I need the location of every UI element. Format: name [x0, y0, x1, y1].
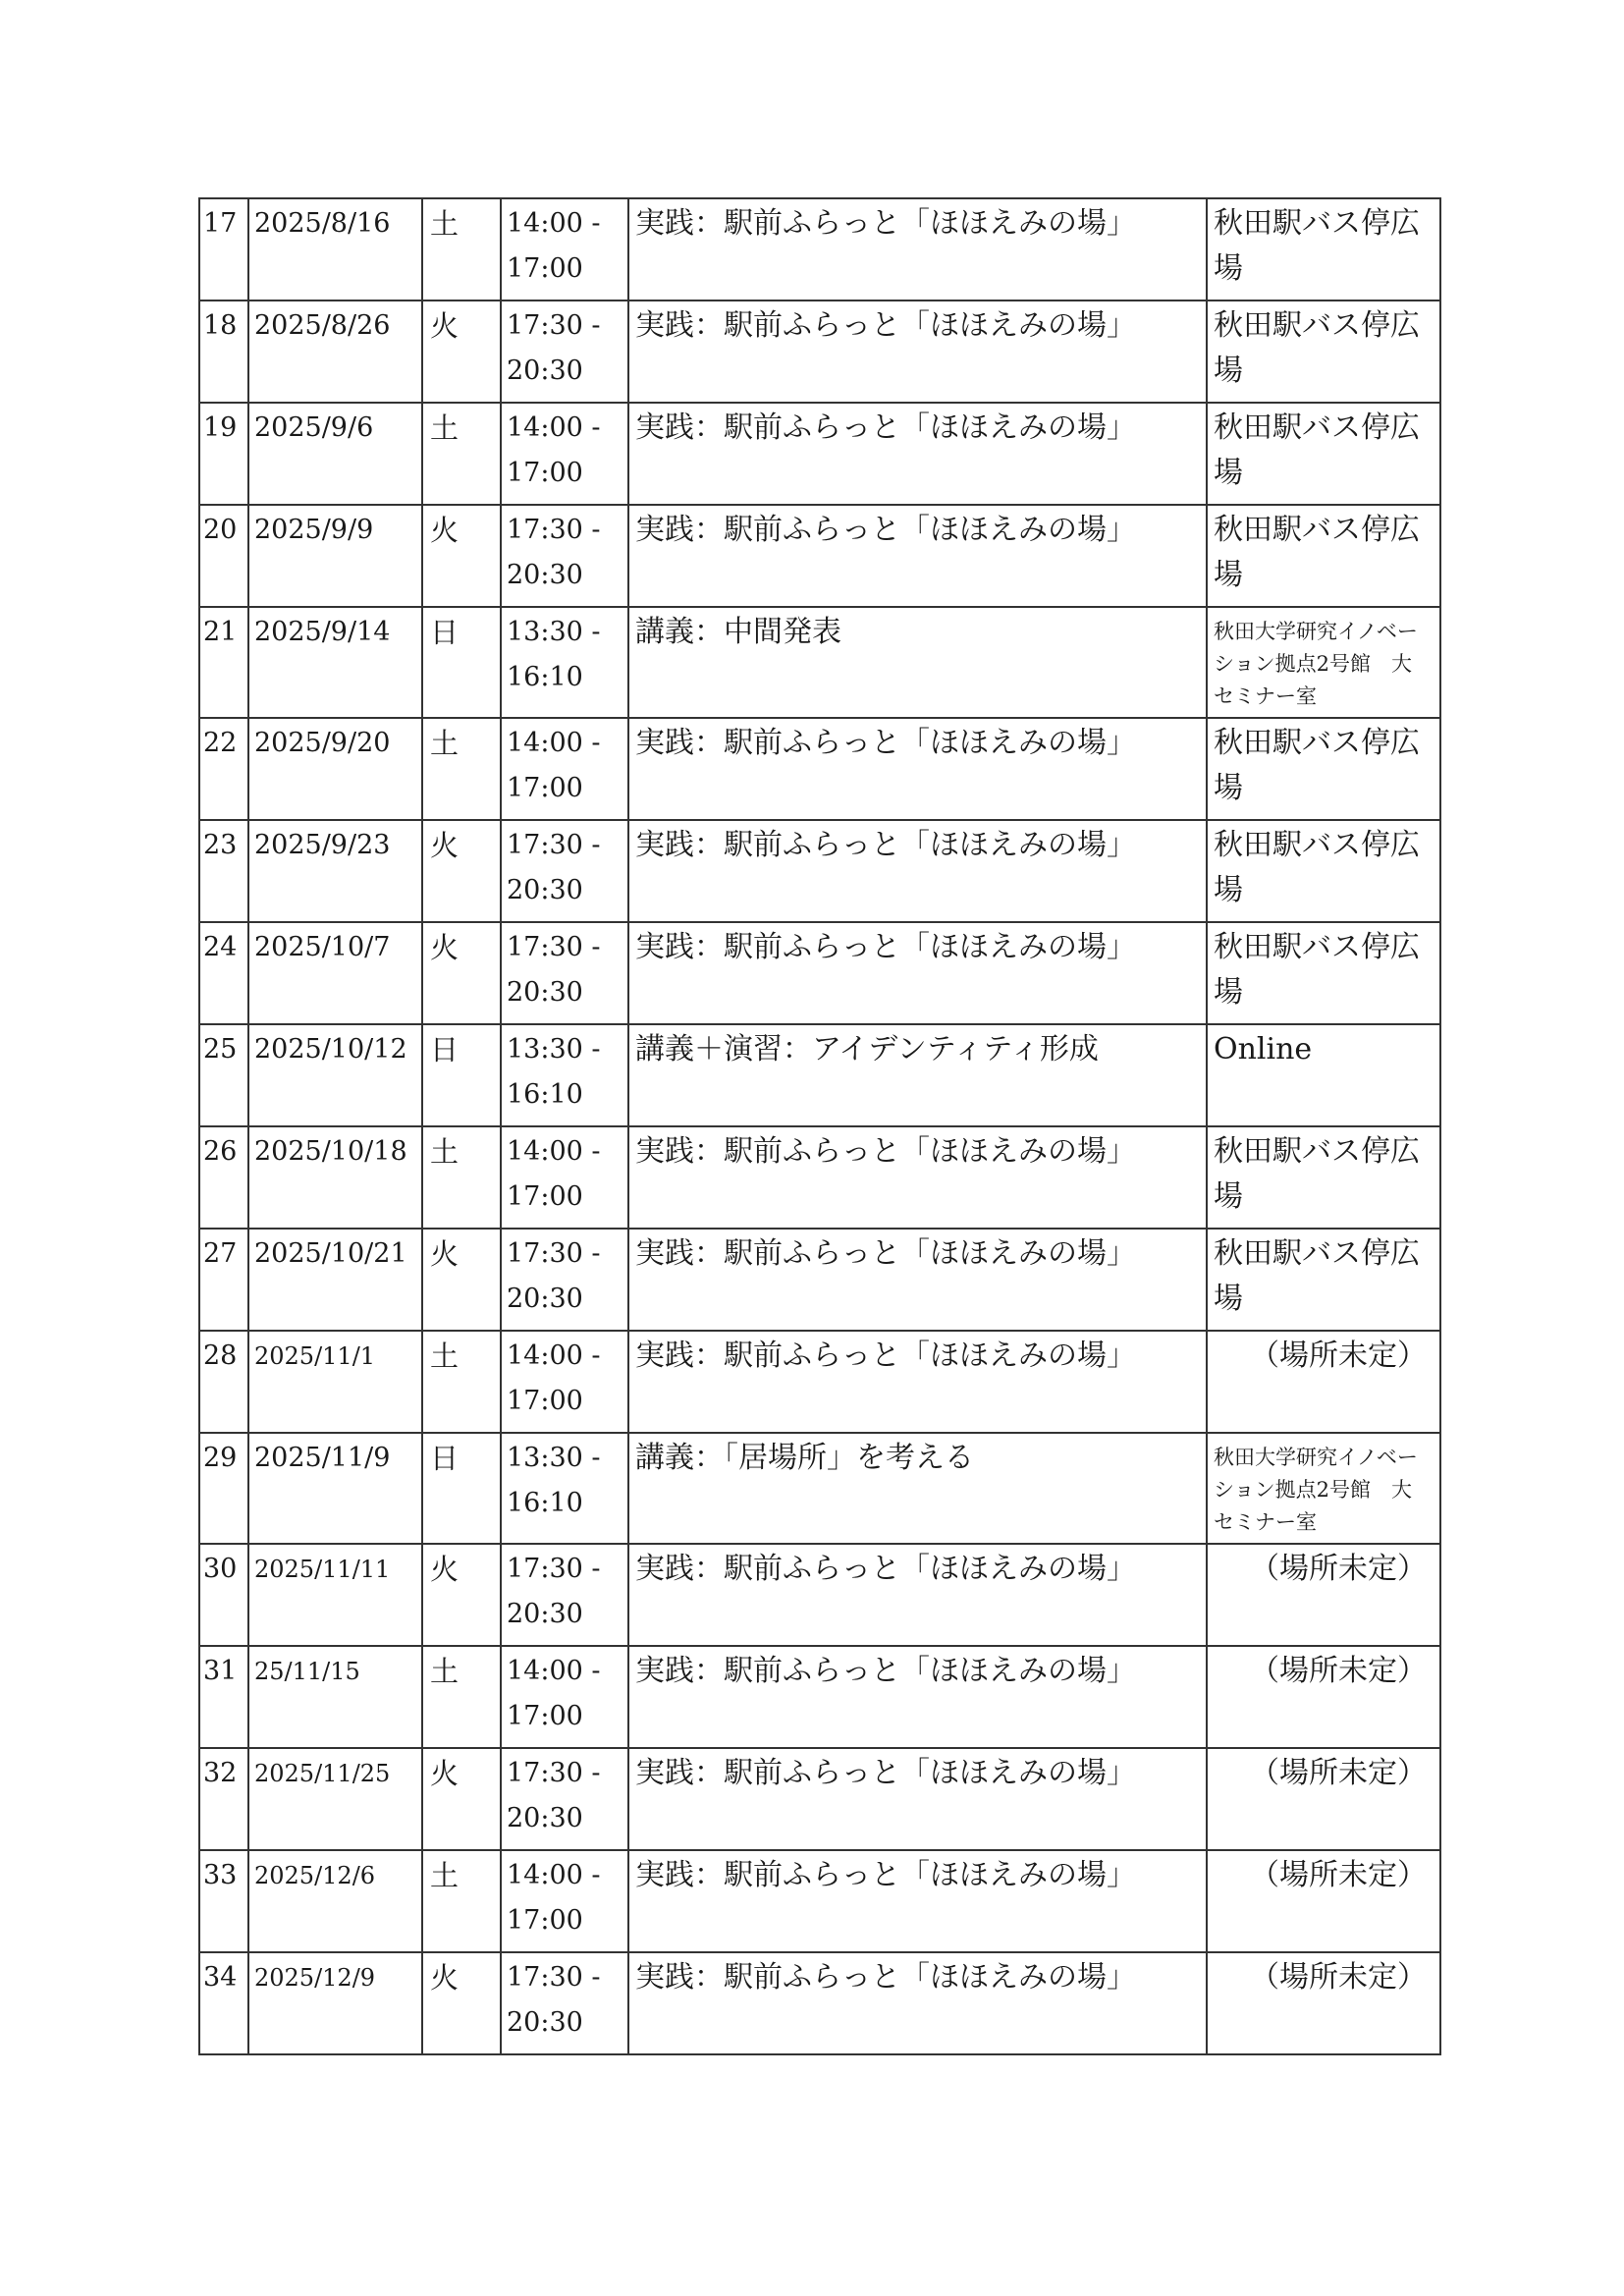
end-time: 20:30 [507, 355, 583, 386]
session-weekday: 火 [422, 505, 501, 607]
session-number: 24 [199, 922, 248, 1024]
session-weekday: 土 [422, 1646, 501, 1748]
table-row [199, 505, 1440, 607]
session-content: 実践：駅前ふらっと「ほほえみの場」 [628, 1850, 1207, 1952]
session-date: 2025/8/26 [248, 301, 422, 403]
session-time [501, 1748, 628, 1850]
end-time: 20:30 [507, 875, 583, 905]
end-time: 17:00 [507, 1181, 583, 1212]
table-row [199, 198, 1440, 301]
session-number: 17 [199, 198, 248, 301]
session-place: 秋田駅バス停広場 [1207, 1229, 1440, 1331]
session-number: 19 [199, 403, 248, 505]
session-date: 2025/10/18 [248, 1126, 422, 1229]
table-row [199, 403, 1440, 505]
session-place: （場所未定） [1207, 1748, 1440, 1850]
session-weekday: 土 [422, 718, 501, 820]
session-place: 秋田駅バス停広場 [1207, 301, 1440, 403]
table-row [199, 301, 1440, 403]
session-time [501, 301, 628, 403]
table-row [199, 607, 1440, 718]
start-time: 14:00 - [507, 1340, 601, 1371]
session-time [501, 1850, 628, 1952]
end-time: 20:30 [507, 1599, 583, 1629]
table-row [199, 1646, 1440, 1748]
session-date: 2025/10/12 [248, 1024, 422, 1126]
start-time: 14:00 - [507, 412, 601, 443]
start-time: 17:30 - [507, 830, 601, 860]
session-content: 実践：駅前ふらっと「ほほえみの場」 [628, 301, 1207, 403]
session-date: 2025/10/21 [248, 1229, 422, 1331]
session-weekday: 日 [422, 1024, 501, 1126]
start-time: 17:30 - [507, 1962, 601, 1993]
session-place: 秋田駅バス停広場 [1207, 1126, 1440, 1229]
session-date: 2025/9/9 [248, 505, 422, 607]
session-place: Online [1207, 1024, 1440, 1126]
start-time: 14:00 - [507, 208, 601, 239]
session-content: 実践：駅前ふらっと「ほほえみの場」 [628, 198, 1207, 301]
table-row [199, 1952, 1440, 2054]
session-place: 秋田駅バス停広場 [1207, 922, 1440, 1024]
session-content: 実践：駅前ふらっと「ほほえみの場」 [628, 1646, 1207, 1748]
table-row [199, 1024, 1440, 1126]
session-content: 講義：「居場所」を考える [628, 1433, 1207, 1544]
table-row [199, 1544, 1440, 1646]
schedule-table [198, 197, 1441, 2055]
session-number: 29 [199, 1433, 248, 1544]
session-time [501, 198, 628, 301]
session-content: 実践：駅前ふらっと「ほほえみの場」 [628, 718, 1207, 820]
session-weekday: 火 [422, 1229, 501, 1331]
session-time [501, 1646, 628, 1748]
session-weekday: 日 [422, 607, 501, 718]
session-time [501, 1433, 628, 1544]
session-weekday: 火 [422, 301, 501, 403]
session-date: 25/11/15 [248, 1646, 422, 1748]
session-time [501, 505, 628, 607]
session-date: 2025/11/1 [248, 1331, 422, 1433]
start-time: 17:30 - [507, 310, 601, 341]
session-date: 2025/10/7 [248, 922, 422, 1024]
session-weekday: 火 [422, 820, 501, 922]
session-number: 28 [199, 1331, 248, 1433]
session-place: 秋田駅バス停広場 [1207, 403, 1440, 505]
session-place: （場所未定） [1207, 1331, 1440, 1433]
session-content: 実践：駅前ふらっと「ほほえみの場」 [628, 1544, 1207, 1646]
session-number: 33 [199, 1850, 248, 1952]
session-date: 2025/11/25 [248, 1748, 422, 1850]
session-time [501, 1544, 628, 1646]
end-time: 16:10 [507, 662, 583, 692]
session-date: 2025/9/6 [248, 403, 422, 505]
session-weekday: 土 [422, 198, 501, 301]
session-number: 30 [199, 1544, 248, 1646]
session-place: （場所未定） [1207, 1544, 1440, 1646]
session-date: 2025/11/11 [248, 1544, 422, 1646]
end-time: 20:30 [507, 2007, 583, 2038]
session-content: 実践：駅前ふらっと「ほほえみの場」 [628, 820, 1207, 922]
session-content: 実践：駅前ふらっと「ほほえみの場」 [628, 922, 1207, 1024]
table-row [199, 1850, 1440, 1952]
table-row [199, 1748, 1440, 1850]
session-time [501, 922, 628, 1024]
session-date: 2025/9/14 [248, 607, 422, 718]
session-number: 20 [199, 505, 248, 607]
session-date: 2025/9/20 [248, 718, 422, 820]
session-date: 2025/9/23 [248, 820, 422, 922]
session-weekday: 日 [422, 1433, 501, 1544]
session-place: 秋田駅バス停広場 [1207, 718, 1440, 820]
session-time [501, 1126, 628, 1229]
session-content: 実践：駅前ふらっと「ほほえみの場」 [628, 1748, 1207, 1850]
start-time: 14:00 - [507, 1860, 601, 1890]
end-time: 20:30 [507, 560, 583, 590]
start-time: 17:30 - [507, 1554, 601, 1584]
end-time: 20:30 [507, 977, 583, 1008]
session-content: 実践：駅前ふらっと「ほほえみの場」 [628, 1952, 1207, 2054]
table-row [199, 718, 1440, 820]
session-weekday: 火 [422, 1748, 501, 1850]
session-time [501, 403, 628, 505]
session-place: （場所未定） [1207, 1850, 1440, 1952]
session-number: 27 [199, 1229, 248, 1331]
start-time: 13:30 - [507, 617, 601, 647]
session-weekday: 火 [422, 1952, 501, 2054]
session-time [501, 820, 628, 922]
session-content: 実践：駅前ふらっと「ほほえみの場」 [628, 1331, 1207, 1433]
table-row [199, 1229, 1440, 1331]
session-number: 26 [199, 1126, 248, 1229]
table-row [199, 1126, 1440, 1229]
end-time: 17:00 [507, 773, 583, 803]
start-time: 17:30 - [507, 1758, 601, 1788]
session-place: （場所未定） [1207, 1952, 1440, 2054]
session-content: 実践：駅前ふらっと「ほほえみの場」 [628, 1229, 1207, 1331]
session-date: 2025/12/9 [248, 1952, 422, 2054]
start-time: 17:30 - [507, 515, 601, 545]
end-time: 16:10 [507, 1488, 583, 1518]
session-number: 18 [199, 301, 248, 403]
start-time: 14:00 - [507, 1656, 601, 1686]
end-time: 17:00 [507, 1386, 583, 1416]
session-date: 2025/8/16 [248, 198, 422, 301]
session-content: 講義＋演習：アイデンティティ形成 [628, 1024, 1207, 1126]
session-number: 22 [199, 718, 248, 820]
end-time: 20:30 [507, 1284, 583, 1314]
session-place: 秋田大学研究イノベーション拠点2号館 大セミナー室 [1207, 607, 1440, 718]
session-time [501, 1024, 628, 1126]
end-time: 17:00 [507, 1701, 583, 1731]
session-weekday: 土 [422, 1126, 501, 1229]
start-time: 13:30 - [507, 1443, 601, 1473]
session-content: 実践：駅前ふらっと「ほほえみの場」 [628, 1126, 1207, 1229]
session-date: 2025/12/6 [248, 1850, 422, 1952]
session-number: 32 [199, 1748, 248, 1850]
table-row [199, 820, 1440, 922]
start-time: 14:00 - [507, 728, 601, 758]
session-content: 実践：駅前ふらっと「ほほえみの場」 [628, 505, 1207, 607]
start-time: 13:30 - [507, 1034, 601, 1065]
session-place: 秋田駅バス停広場 [1207, 820, 1440, 922]
table-row [199, 1433, 1440, 1544]
session-time [501, 718, 628, 820]
session-place: 秋田駅バス停広場 [1207, 505, 1440, 607]
end-time: 20:30 [507, 1803, 583, 1833]
session-weekday: 土 [422, 403, 501, 505]
session-number: 21 [199, 607, 248, 718]
session-number: 34 [199, 1952, 248, 2054]
start-time: 17:30 - [507, 1238, 601, 1269]
session-content: 実践：駅前ふらっと「ほほえみの場」 [628, 403, 1207, 505]
end-time: 16:10 [507, 1079, 583, 1110]
session-place: 秋田大学研究イノベーション拠点2号館 大セミナー室 [1207, 1433, 1440, 1544]
session-date: 2025/11/9 [248, 1433, 422, 1544]
end-time: 17:00 [507, 458, 583, 488]
table-row [199, 1331, 1440, 1433]
end-time: 17:00 [507, 253, 583, 284]
session-place: 秋田駅バス停広場 [1207, 198, 1440, 301]
session-time [501, 1229, 628, 1331]
session-weekday: 土 [422, 1850, 501, 1952]
session-number: 31 [199, 1646, 248, 1748]
session-time [501, 607, 628, 718]
end-time: 17:00 [507, 1905, 583, 1936]
session-weekday: 火 [422, 1544, 501, 1646]
session-place: （場所未定） [1207, 1646, 1440, 1748]
session-time [501, 1331, 628, 1433]
session-weekday: 土 [422, 1331, 501, 1433]
session-content: 講義：中間発表 [628, 607, 1207, 718]
session-time [501, 1952, 628, 2054]
session-weekday: 火 [422, 922, 501, 1024]
session-number: 23 [199, 820, 248, 922]
table-row [199, 922, 1440, 1024]
start-time: 14:00 - [507, 1136, 601, 1167]
start-time: 17:30 - [507, 932, 601, 962]
session-number: 25 [199, 1024, 248, 1126]
